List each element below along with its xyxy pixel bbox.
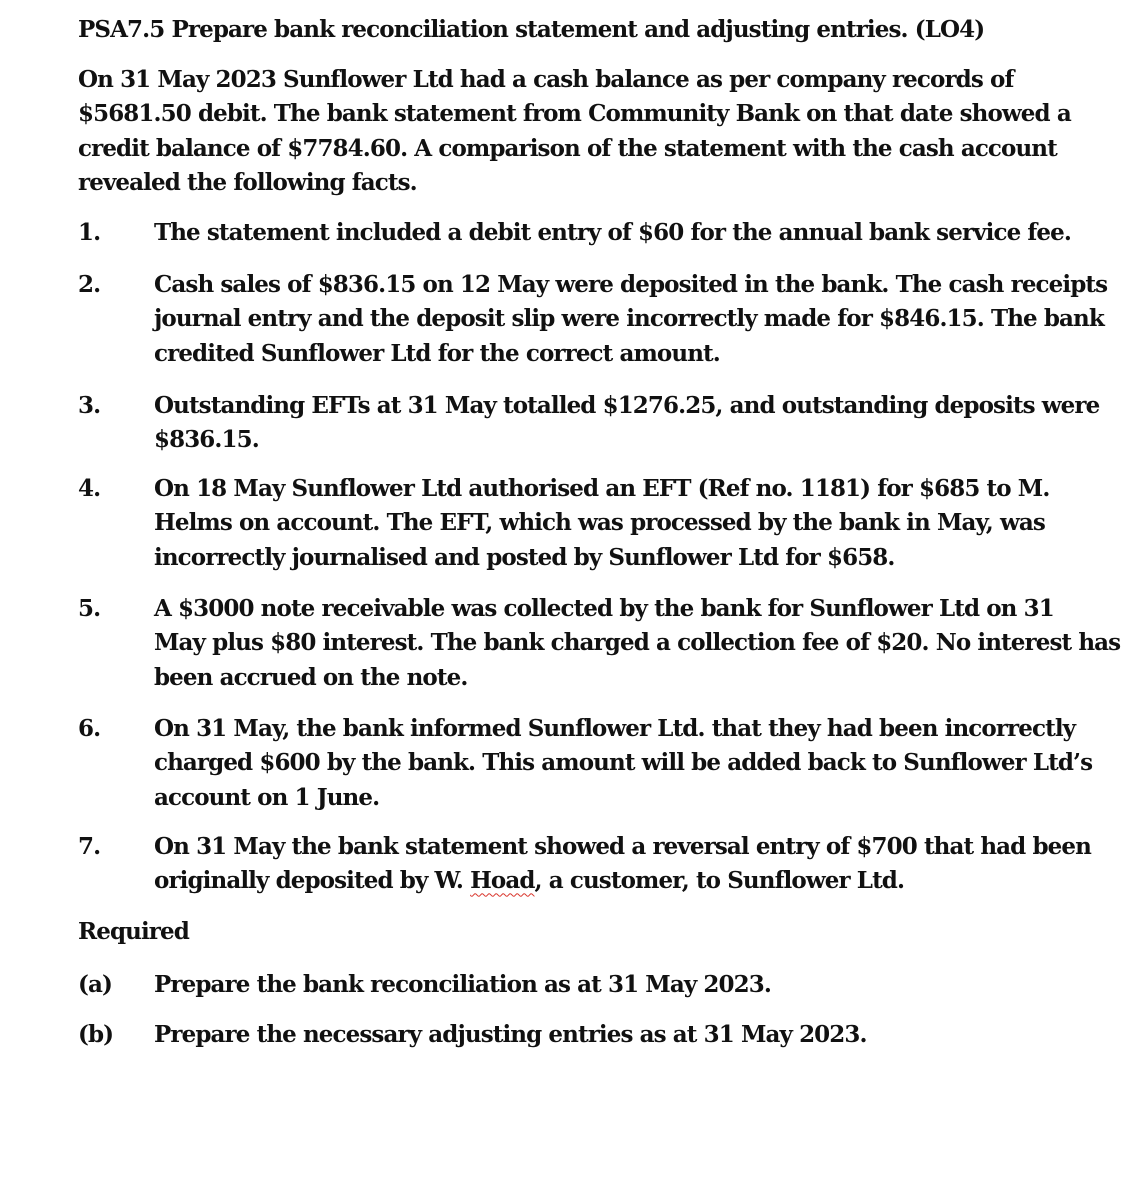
intro-line: On 31 May 2023 Sunflower Ltd had a cash balance as per company records of	[78, 66, 1014, 93]
item-line-with-flagged-word	[154, 864, 1054, 898]
item-text	[154, 472, 1054, 575]
item-text	[154, 389, 1100, 458]
requirement-label: (b)	[78, 1021, 114, 1048]
text-segment: , a customer, to Sunflower Ltd.	[534, 867, 905, 895]
item-text	[154, 830, 1091, 899]
item-text	[154, 268, 1108, 371]
item-text	[154, 592, 1121, 695]
item-number: 7.	[78, 833, 101, 860]
item-line: May plus $80 interest. The bank charged a collection fee of $20. No interest has	[154, 629, 1121, 657]
item-line: Cash sales of $836.15 on 12 May were deposited in the bank. The cash receipts	[154, 271, 1108, 298]
item-number: 1.	[78, 219, 101, 246]
item-number: 2.	[78, 271, 101, 298]
intro-paragraph	[78, 63, 1071, 200]
item-line: $836.15.	[154, 426, 259, 454]
intro-line: $5681.50 debit. The bank statement from Community Bank on that date showed a	[78, 100, 1071, 128]
item-line: The statement included a debit entry of $60 for the annual bank service fee.	[154, 219, 1071, 246]
text-segment: originally deposited by W.	[154, 867, 471, 895]
item-text	[154, 216, 1071, 250]
requirement-line: Prepare the necessary adjusting entries as at 31 May 2023.	[154, 1021, 867, 1048]
spellcheck-flagged-word[interactable]: Hoad	[470, 867, 535, 895]
item-line: incorrectly journalised and posted by Sunflower Ltd for $658.	[154, 543, 895, 571]
item-line: Helms on account. The EFT, which was processed by the bank in May, was	[154, 509, 1045, 537]
requirement-line: Prepare the bank reconciliation as at 31 May 2023.	[154, 971, 771, 998]
item-number: 3.	[78, 392, 101, 419]
requirement-text	[154, 968, 1054, 1002]
item-number: 4.	[78, 475, 101, 502]
item-line: On 18 May Sunflower Ltd authorised an EFT (Ref no. 1181) for $685 to M.	[154, 475, 1050, 502]
requirement-label: (a)	[78, 971, 112, 998]
problem-title: PSA7.5 Prepare bank reconciliation statement and adjusting entries. (LO4)	[78, 16, 985, 43]
item-line: A $3000 note receivable was collected by the bank for Sunflower Ltd on 31	[154, 595, 1054, 622]
item-line: Outstanding EFTs at 31 May totalled $1276.25, and outstanding deposits were	[154, 392, 1100, 419]
item-line: account on 1 June.	[154, 783, 380, 811]
item-line: been accrued on the note.	[154, 663, 468, 691]
required-heading: Required	[78, 918, 189, 945]
item-line: charged $600 by the bank. This amount will be added back to Sunflower Ltd’s	[154, 749, 1093, 777]
intro-line: revealed the following facts.	[78, 168, 417, 196]
item-number: 5.	[78, 595, 101, 622]
item-number: 6.	[78, 715, 101, 742]
item-line: credited Sunflower Ltd for the correct amount.	[154, 339, 720, 367]
item-text	[154, 712, 1093, 815]
item-line: On 31 May, the bank informed Sunflower Ltd. that they had been incorrectly	[154, 715, 1076, 742]
item-line: On 31 May the bank statement showed a reversal entry of $700 that had been	[154, 833, 1091, 860]
intro-line: credit balance of $7784.60. A comparison of the statement with the cash account	[78, 134, 1057, 162]
requirement-text	[154, 1018, 1054, 1052]
item-line: journal entry and the deposit slip were incorrectly made for $846.15. The bank	[154, 305, 1104, 333]
